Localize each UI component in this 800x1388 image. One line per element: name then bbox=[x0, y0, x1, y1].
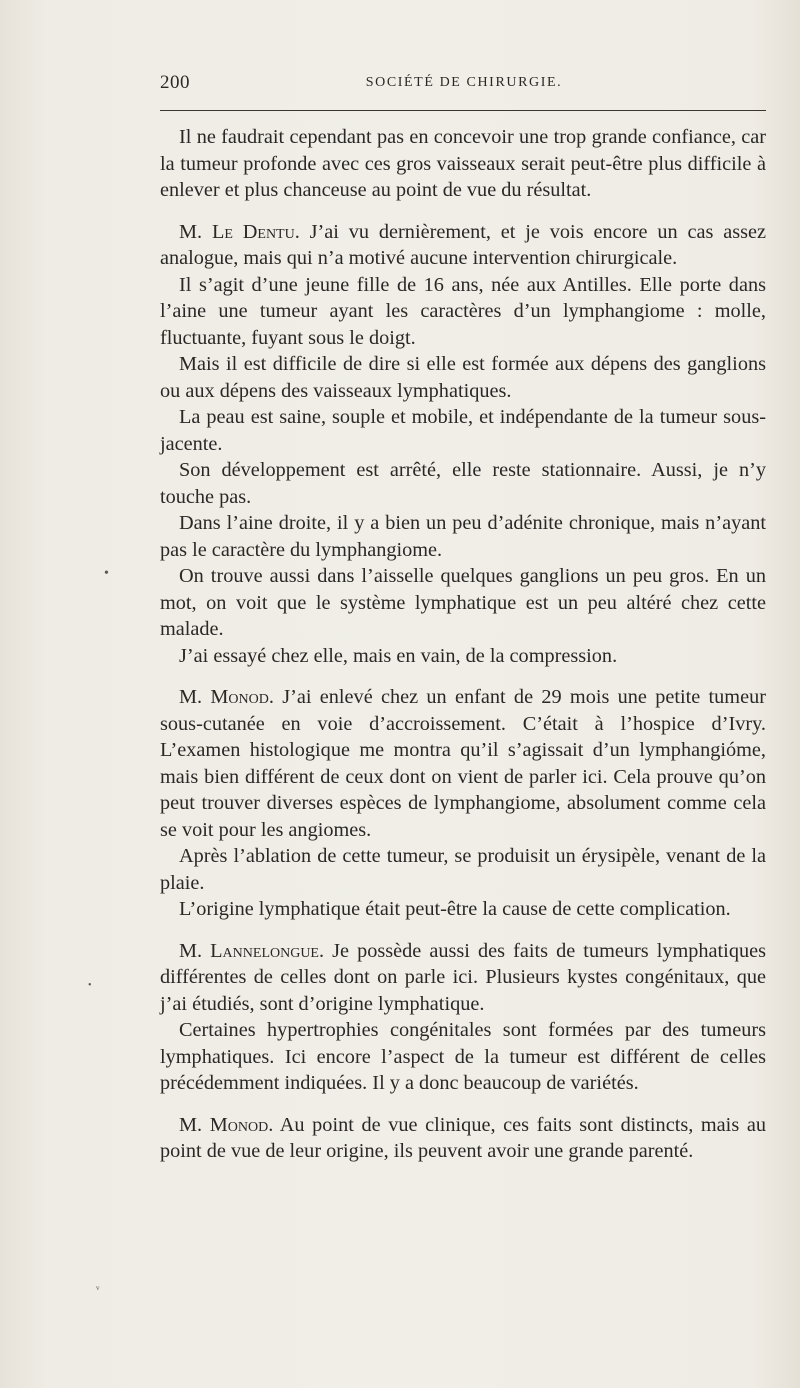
header-rule bbox=[160, 110, 766, 111]
paragraph-text: J’ai enlevé chez un enfant de 29 mois une petite tumeur sous-cutanée en voie d’accroissement. C’était à l’hospice d’Ivry. L’examen histologique me montra qu’il s’agissait d’un lymphangióme, mais bien différent de ceux dont on vient de parler ici. Cela prouve qu’on peut trouver diverses espèces de lymphangiome, absolument comme cela se voit pour les angiomes. bbox=[160, 686, 766, 841]
paragraph-text: On trouve aussi dans l’aisselle quelques ganglions un peu gros. En un mot, on voit que le système lymphatique est un peu altéré chez cette malade. bbox=[160, 565, 766, 640]
paragraph bbox=[160, 219, 766, 272]
paragraph-text: J’ai vu dernièrement, et je vois encore un cas assez analogue, mais qui n’a motivé aucune intervention chirurgicale. bbox=[160, 220, 766, 269]
paragraph bbox=[160, 563, 766, 643]
margin-dot: • bbox=[104, 566, 109, 581]
paragraph bbox=[160, 351, 766, 404]
paragraph-text: Mais il est difficile de dire si elle est formée aux dépens des ganglions ou aux dépens des vaisseaux lymphatiques. bbox=[160, 353, 766, 402]
paragraph bbox=[160, 896, 766, 923]
speaker-name: M. Monod. bbox=[179, 686, 274, 708]
paragraph bbox=[160, 643, 766, 670]
paragraph bbox=[160, 1017, 766, 1097]
paragraph-text: Son développement est arrêté, elle reste stationnaire. Aussi, je n’y touche pas. bbox=[160, 459, 766, 508]
body-text bbox=[160, 124, 766, 1165]
paragraph bbox=[160, 1112, 766, 1165]
margin-speck: ᵥ bbox=[96, 1278, 100, 1292]
margin-speck: • bbox=[88, 980, 92, 991]
paragraph-text: Après l’ablation de cette tumeur, se produisit un érysipèle, venant de la plaie. bbox=[160, 845, 766, 894]
paragraph bbox=[160, 843, 766, 896]
paragraph bbox=[160, 272, 766, 352]
running-title: SOCIÉTÉ DE CHIRURGIE. bbox=[365, 75, 563, 90]
running-head bbox=[160, 72, 768, 100]
paragraph bbox=[160, 404, 766, 457]
paragraph bbox=[160, 938, 766, 1018]
speaker-name: M. Monod. bbox=[179, 1113, 274, 1136]
paragraph bbox=[160, 457, 766, 510]
paragraph-text: Il ne faudrait cependant pas en concevoir une trop grande confiance, car la tumeur profonde avec ces gros vaisseaux serait peut-être plus difficile à enlever et plus chanceuse au point de vue du résultat. bbox=[160, 126, 766, 201]
paragraph bbox=[160, 684, 766, 843]
paragraph-text: Il s’agit d’une jeune fille de 16 ans, née aux Antilles. Elle porte dans l’aine une tumeur ayant les caractères d’un lymphangiome : molle, fluctuante, fuyant sous le doigt. bbox=[160, 273, 766, 349]
paragraph-text: Certaines hypertrophies congénitales sont formées par des tumeurs lymphatiques. Ici encore l’aspect de la tumeur est différent de celles précédemment indiquées. Il y a donc beaucoup de variétés. bbox=[160, 1019, 766, 1094]
speaker-name: M. Lannelongue. bbox=[179, 939, 325, 962]
speaker-name: M. Le Dentu. bbox=[179, 220, 300, 243]
paragraph-text: Au point de vue clinique, ces faits sont distincts, mais au point de vue de leur origine, ils peuvent avoir une grande parenté. bbox=[160, 1113, 766, 1162]
paragraph bbox=[160, 124, 766, 204]
paragraph-text: L’origine lymphatique était peut-être la cause de cette complication. bbox=[179, 898, 731, 920]
paragraph-text: Dans l’aine droite, il y a bien un peu d’adénite chronique, mais n’ayant pas le caractère du lymphangiome. bbox=[160, 512, 766, 561]
paragraph bbox=[160, 510, 766, 563]
paragraph-text: J’ai essayé chez elle, mais en vain, de la compression. bbox=[179, 644, 618, 667]
paragraph-text: La peau est saine, souple et mobile, et indépendante de la tumeur sous-jacente. bbox=[160, 406, 766, 455]
paragraph-text: Je possède aussi des faits de tumeurs lymphatiques différentes de celles dont on parle ici. Plusieurs kystes congénitaux, que j’ai étudiés, sont d’origine lymphatique. bbox=[160, 939, 766, 1015]
page-number: 200 bbox=[160, 72, 190, 93]
